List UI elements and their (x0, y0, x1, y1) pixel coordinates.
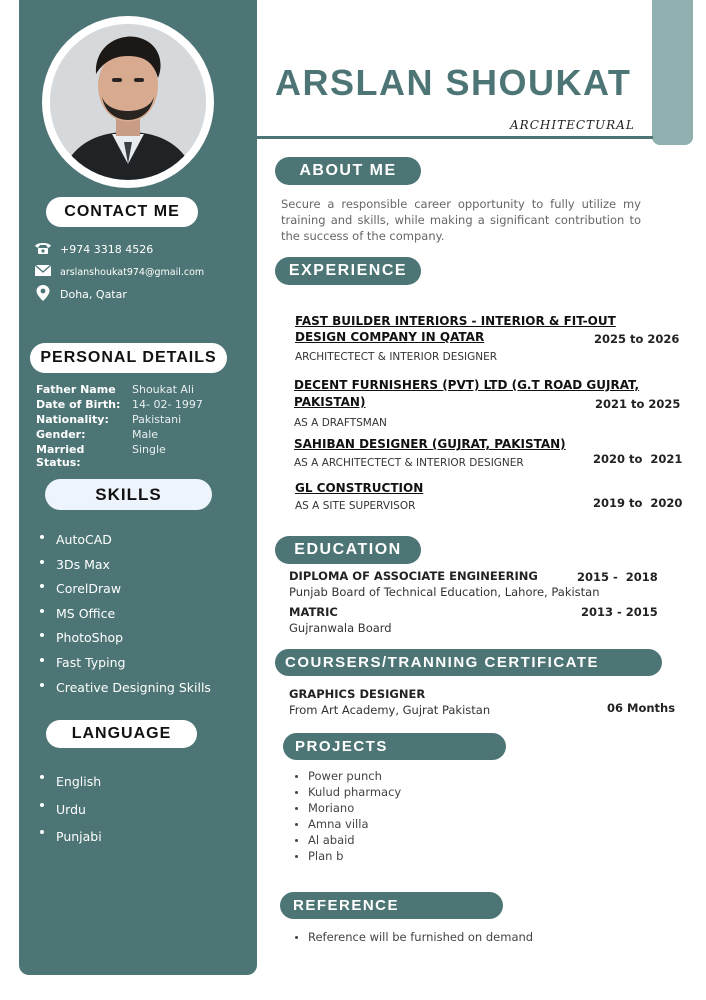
list-item: AutoCAD (40, 528, 211, 553)
education-years: 2015 - 2018 (577, 570, 658, 584)
reference-heading: REFERENCE (280, 892, 503, 919)
mail-icon (34, 264, 52, 280)
personal-key: Father Name (36, 383, 116, 396)
education-years: 2013 - 2015 (581, 605, 658, 619)
list-item: Moriano (295, 800, 401, 816)
language-list (40, 768, 102, 851)
projects-heading: PROJECTS (283, 733, 506, 760)
location-pin-icon (34, 284, 52, 305)
reference-list (295, 929, 533, 945)
divider (257, 136, 653, 139)
list-item: Al abaid (295, 832, 401, 848)
personal-row (36, 398, 203, 411)
person-portrait-image (50, 24, 206, 180)
skills-list (40, 528, 211, 700)
company-name: DECENT FURNISHERS (PVT) LTD (G.T ROAD GUJRAT, (294, 378, 640, 392)
subtitle: ARCHITECTURAL (510, 118, 635, 132)
phone-number[interactable]: +974 3318 4526 (60, 243, 154, 256)
personal-row (36, 443, 166, 469)
company-name: SAHIBAN DESIGNER (GUJRAT, PAKISTAN) (294, 437, 566, 451)
list-item: Reference will be furnished on demand (295, 929, 533, 945)
courses-heading: COURSERS/TRANNING CERTIFICATE (275, 649, 662, 676)
email-address[interactable]: arslanshoukat974@gmail.com (60, 266, 205, 278)
education-title: DIPLOMA OF ASSOCIATE ENGINEERING (289, 569, 538, 583)
personal-value: Pakistani (132, 413, 182, 426)
location-text: Doha, Qatar (60, 288, 127, 301)
list-item: Creative Designing Skills (40, 676, 211, 701)
company-name: FAST BUILDER INTERIORS - INTERIOR & FIT-OUT (295, 314, 616, 328)
list-item: Amna villa (295, 816, 401, 832)
course-duration: 06 Months (607, 701, 676, 715)
about-text: Secure a responsible career opportunity to fully utilize my training and skills, while making a significant contribution to the success of the company. (281, 197, 641, 243)
personal-value: Single (132, 443, 166, 456)
personal-row (36, 428, 158, 441)
phone-row (34, 241, 153, 258)
personal-value: Male (132, 428, 159, 441)
avatar (50, 24, 206, 180)
projects-list (295, 768, 401, 864)
list-item: CorelDraw (40, 577, 211, 602)
company-name: GL CONSTRUCTION (295, 481, 424, 495)
personal-key: Nationality: (36, 413, 109, 426)
about-heading: ABOUT ME (275, 157, 421, 185)
education-title: MATRIC (289, 605, 338, 619)
personal-details-heading: PERSONAL DETAILS (30, 343, 227, 373)
list-item: Urdu (40, 796, 102, 824)
header-accent-block (652, 0, 693, 145)
location-row (34, 284, 127, 305)
phone-icon (34, 241, 52, 258)
page-title: ARSLAN SHOUKAT (275, 62, 632, 103)
personal-value: 14- 02- 1997 (132, 398, 203, 411)
skills-heading: SKILLS (45, 479, 212, 510)
education-institution: Gujranwala Board (289, 621, 392, 635)
education-heading: EDUCATION (275, 536, 421, 564)
personal-key: Date of Birth: (36, 398, 121, 411)
personal-row (36, 383, 194, 396)
contact-heading: CONTACT ME (46, 197, 198, 227)
education-institution: Punjab Board of Technical Education, Lahore, Pakistan (289, 585, 600, 599)
language-heading: LANGUAGE (46, 720, 197, 748)
job-years: 2020 to 2021 (593, 452, 683, 466)
experience-heading: EXPERIENCE (275, 257, 421, 285)
personal-key: Gender: (36, 428, 86, 441)
profile-photo (42, 16, 214, 188)
job-role: AS A ARCHITECTECT & INTERIOR DESIGNER (294, 457, 524, 469)
job-role: ARCHITECTECT & INTERIOR DESIGNER (295, 351, 498, 363)
personal-value: Shoukat Ali (132, 383, 195, 396)
list-item: Fast Typing (40, 651, 211, 676)
job-years: 2021 to 2025 (595, 397, 681, 411)
course-title: GRAPHICS DESIGNER (289, 687, 426, 701)
company-name: DESIGN COMPANY IN QATAR (295, 330, 485, 344)
job-years: 2025 to 2026 (594, 332, 680, 346)
list-item: PhotoShop (40, 626, 211, 651)
list-item: Power punch (295, 768, 401, 784)
job-years: 2019 to 2020 (593, 496, 683, 510)
email-row (34, 264, 204, 280)
list-item: 3Ds Max (40, 553, 211, 578)
personal-row (36, 413, 181, 426)
personal-key: Married Status: (36, 443, 85, 469)
course-provider: From Art Academy, Gujrat Pakistan (289, 703, 491, 717)
list-item: Punjabi (40, 823, 102, 851)
list-item: English (40, 768, 102, 796)
job-role: AS A DRAFTSMAN (294, 417, 387, 429)
list-item: MS Office (40, 602, 211, 627)
company-name: PAKISTAN) (294, 395, 366, 409)
list-item: Plan b (295, 848, 401, 864)
list-item: Kulud pharmacy (295, 784, 401, 800)
job-role: AS A SITE SUPERVISOR (295, 500, 416, 512)
